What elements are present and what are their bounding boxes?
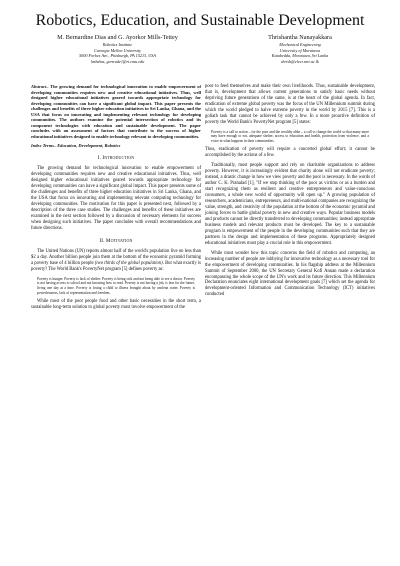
index-terms <box>31 143 201 149</box>
author-2 <box>230 34 370 64</box>
right-paragraph-1: poor to feed themselves and make their own livelihoods. Thus, sustainable development, that is, development that allows current generations to satisfy basic needs without depriving future generations of the same, is at the heart of the global agenda. In fact, eradication of extreme global poverty was the focus of the UN Millennium summit during which the world pledged to halve extreme poverty in the world by 2015 [7]. This is a goliath task that cannot be achieved by only a few. In a more proactive definition of poverty the World Bank's PovertyNet program [5] states: <box>205 84 375 125</box>
right-column <box>205 84 375 302</box>
poverty-quote-2: Poverty is a call to action – for the poor and the wealthy alike – a call to change the world so that many more may have enough to eat, adequate shelter, access to education and health, protection from violence, and a voice in what happens in their communities. <box>211 129 369 143</box>
author-1-affiliation: Robotics Institute <box>102 42 133 47</box>
section-heading-motivation: II. Motivation <box>99 237 133 244</box>
paper-title: Robotics, Education, and Sustainable Development <box>35 12 365 29</box>
right-paragraph-3: Traditionally, most people support and rely on charitable organizations to address poverty. However, it is increasingly evident that charity alone will not eradicate poverty; instead, a drastic change in how we view poverty and the poor is necessary. In the words of author C. K. Prahalad [1], "If we stop thinking of the poor as victims or as a burden and start recognizing them as resilient and creative entrepreneurs and value-conscious consumers, a whole new world of opportunity will open up." A growing population of researchers, academicians, entrepreneurs, and multi-national companies are recognizing the value, strength, and creativity of the population at the bottom of the economic pyramid and joining forces to battle global poverty in new and creative ways. Popular business models and products cannot be directly transferred to developing communities; instead appropriate business models and relevant products must be developed. The key to a sustainable program is empowerment of the people in the developing communities such that they are partners in the design and implementation of these programs. Appropriately designed educational initiatives must play a crucial role in this empowerment. <box>205 163 375 246</box>
author-1-email: {mbdias, gertrude}@ri.cmu.edu <box>90 58 145 64</box>
motivation-paragraph-2: While most of the poor people food and other basic necessities in the short term, a sustainable long-term solution to global poverty must involve empowerment of the <box>31 299 201 311</box>
author-1-org: Carnegie Mellon University <box>94 47 141 53</box>
abstract-label: Abstract <box>31 84 47 89</box>
section-heading-introduction: I. Introduction <box>97 155 135 162</box>
right-paragraph-4: While most wonder how this topic concerns the field of robotics and computing, an increasing number of people are lobbying for innovative technology as a necessary tool for the empowerment of developing communities. In his flagship address at the Millennium Summit of September 2000, the UN Secretary General Kofi Annan made a declaration encompassing the whole scope of the UN's work and its future direction. This Millennium Declaration enunciates eight international development goals [7] which set the agenda for development-oriented Information and Communication Technology (ICT) initiatives conducted <box>205 250 375 298</box>
index-terms-text: – Education, Development, Robotics <box>53 143 121 149</box>
abstract-text: – The growing demand for technological innovation to enable empowerment of developing communities requires new and creative educational initiatives. Thus, well designed higher educational initiatives geared towards appropriate technology for developing communities can have a significant global impact. This paper presents the challenges and benefits of three higher education initiatives in Sri Lanka, Ghana, and the USA that focus on innovating and implementing relevant technology for developing communities. The authors examine the potential intersection of robotics and its component technologies with education and sustainable development. The paper concludes with an assessment of factors that contribute to the success of higher educational initiatives designed to enable technology relevant to developing communities. <box>31 84 201 139</box>
author-2-org: University of Moratuwa <box>279 47 321 53</box>
author-2-email: thrish@elect.mrt.ac.lk <box>281 58 319 64</box>
motivation-text-a: The United Nations (UN) reports almost half of the world's population live on less than $2 a day. Another billion people join them at the bottom of the economic pyramid forming a poverty base of 4 billion people <box>31 248 201 266</box>
author-1-name: M. Bernardine Dias and G. Ayorkor Mills-Tettey <box>57 34 178 41</box>
author-1 <box>30 34 205 64</box>
right-paragraph-2: Thus, eradication of poverty will require a concerted global effort; it cannot be accomplished by the actions of a few. <box>205 147 375 159</box>
author-2-affiliation: Mechanical Engineering <box>279 42 321 47</box>
motivation-text-b: . But what exactly is poverty? The World Bank's PovertyNet program [5] defines poverty as: <box>31 260 201 272</box>
index-terms-label: Index Terms <box>31 143 54 149</box>
motivation-paragraph-1 <box>31 249 201 273</box>
author-2-address: Katubedda, Moratuwa, Sri Lanka <box>271 53 329 59</box>
author-2-name: Thrishantha Nanayakkara <box>268 34 332 41</box>
introduction-paragraph: The growing demand for technological innovation to enable empowerment of developing communities requires new and creative educational initiatives. Thus, well designed higher educational initiatives geared towards appropriate technology for developing communities can have a significant global impact. This paper presents some of the challenges and benefits of three higher education initiatives in Sri Lanka, Ghana, and the USA that focus on innovating and implementing relevant computing technology for developing communities. The motivation for this paper is presented next, followed by a description of the three case studies. The challenges and benefits of these initiatives are examined in the next section followed by a discussion of necessary elements for success when designing such initiatives. The paper concludes with overall recommendations and future directions. <box>31 166 201 231</box>
author-1-address: 5000 Forbes Ave., Pittsburgh, PA 15213, USA <box>79 53 156 59</box>
motivation-text-italic: (two thirds of the global population) <box>94 260 163 266</box>
left-column <box>31 84 201 315</box>
abstract <box>31 84 201 139</box>
poverty-quote-1: Poverty is hunger. Poverty is lack of shelter. Poverty is being sick and not being able to see a doctor. Poverty is not having access to school and not knowing how to read. Poverty is not having a job, is fear for the future, living one day at a time. Poverty is losing a child to illness brought about by unclean water. Poverty is powerlessness, lack of representation and freedom. <box>37 276 195 295</box>
